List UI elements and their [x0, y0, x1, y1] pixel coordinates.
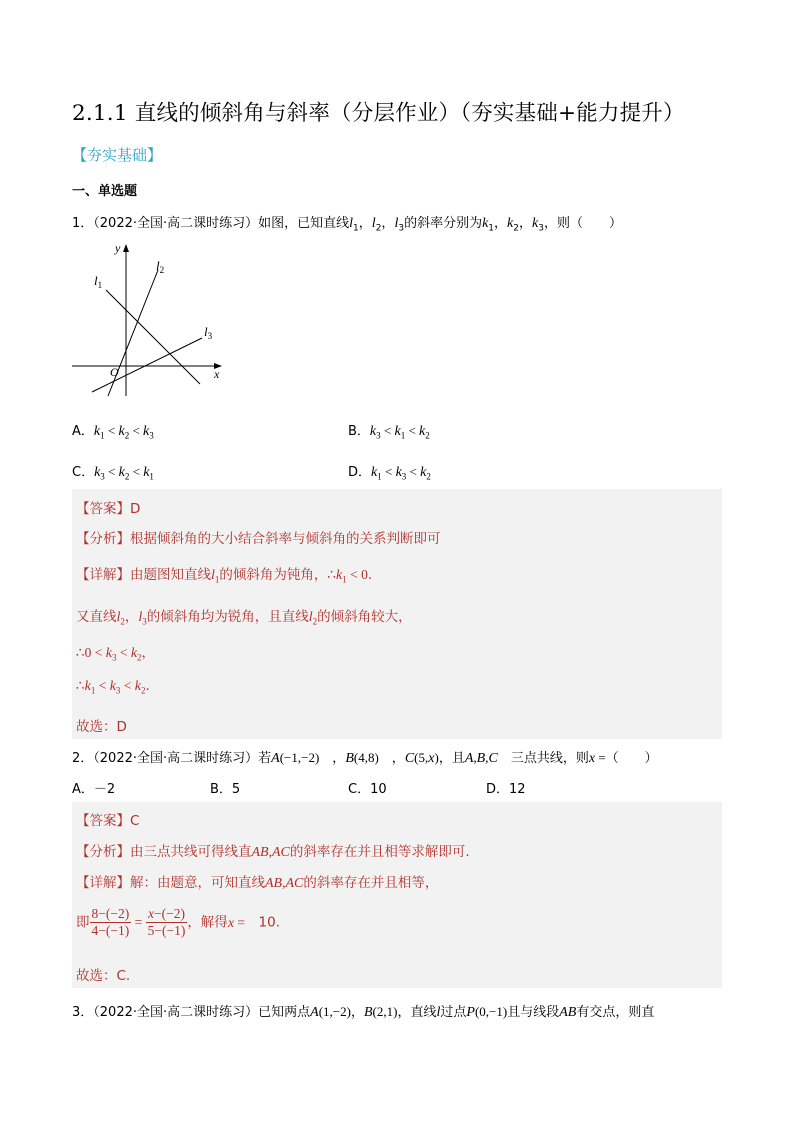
q1-detail-2: 又直线$l_2$，$l_3$的倾斜角均为锐角，且直线$l_2$的倾斜角较大，	[76, 609, 412, 627]
q2-detail-1: 【详解】解：由题意，可知直线AB,AC的斜率存在并且相等，	[76, 875, 439, 891]
fraction-left: $\frac{8-(-2)}{4-(-1)}$	[91, 906, 130, 938]
q2-answer: 【答案】C	[76, 813, 140, 829]
x-label: x	[214, 367, 220, 381]
q1-detail-1: 【详解】由题图知直线$l_1$的倾斜角为钝角，$\therefore k_1 < 0$.	[76, 567, 373, 585]
section-tag: 【夯实基础】	[72, 146, 163, 164]
q1-answer-box	[72, 489, 722, 739]
q1-option-b[interactable]: B．$k_3 < k_1 < k_2$	[348, 423, 430, 441]
q1-option-c[interactable]: C．$k_3 < k_2 < k_1$	[72, 464, 154, 482]
q2-option-b[interactable]: B．5	[210, 782, 241, 797]
q2-answer-box	[72, 802, 722, 988]
q2-option-a[interactable]: A．－2	[72, 782, 116, 797]
line-l3	[92, 338, 202, 392]
lines-figure	[68, 238, 238, 400]
fraction-right: $\frac{x-(-2)}{5-(-1)}$	[147, 906, 186, 938]
q1-detail-4: $\therefore k_1 < k_3 < k_2$.	[76, 678, 150, 696]
l2-label: $l_2$	[156, 258, 165, 275]
q2-option-d[interactable]: D．12	[486, 782, 526, 797]
page-title: 2.1.1 直线的倾斜角与斜率（分层作业）（夯实基础+能力提升）	[72, 101, 685, 126]
q1-option-d[interactable]: D．$k_1 < k_3 < k_2$	[348, 464, 431, 482]
question-3: 3．（2022·全国·高二课时练习）已知两点A(1,−2)，B(2,1)，直线l过点P(0,−1)且与线段AB有交点，则直	[72, 1004, 655, 1020]
q2-choose: 故选：C.	[76, 968, 131, 984]
q1-detail-3: ∴0 < $k_3 < k_2$，	[76, 645, 156, 663]
section-heading: 一、单选题	[72, 184, 138, 199]
line-l1	[106, 290, 200, 384]
q1-option-a[interactable]: A．$k_1 < k_2 < k_3$	[72, 423, 154, 441]
origin-label: O	[110, 365, 119, 379]
q2-detail-2: 即 $\frac{8-(-2)}{4-(-1)}$ = $\frac{x-(-2)}{5-(-1)}$ ，解得x = 10.	[76, 906, 281, 938]
l1-label: $l_1$	[94, 273, 103, 290]
q2-option-c[interactable]: C．10	[348, 782, 387, 797]
q1-analysis: 【分析】根据倾斜角的大小结合斜率与倾斜角的关系判断即可	[76, 531, 441, 547]
question-1: 1．（2022·全国·高二课时练习）如图，已知直线$l_1$，$l_2$，$l_3$的斜率分别为$k_1$，$k_2$，$k_3$，则（ ）	[72, 216, 622, 234]
q1-choose: 故选：D	[76, 719, 127, 735]
q1-answer: 【答案】D	[76, 501, 141, 517]
question-2: 2．（2022·全国·高二课时练习）若A(−1,−2) ，B(4,8) ，C(5,x)，且A,B,C 三点共线，则x =（ ）	[72, 750, 658, 766]
y-axis-arrow	[123, 244, 129, 252]
q2-analysis: 【分析】由三点共线可得线直AB,AC的斜率存在并且相等求解即可.	[76, 844, 470, 860]
y-label: y	[115, 241, 121, 255]
l3-label: $l_3$	[204, 324, 213, 341]
